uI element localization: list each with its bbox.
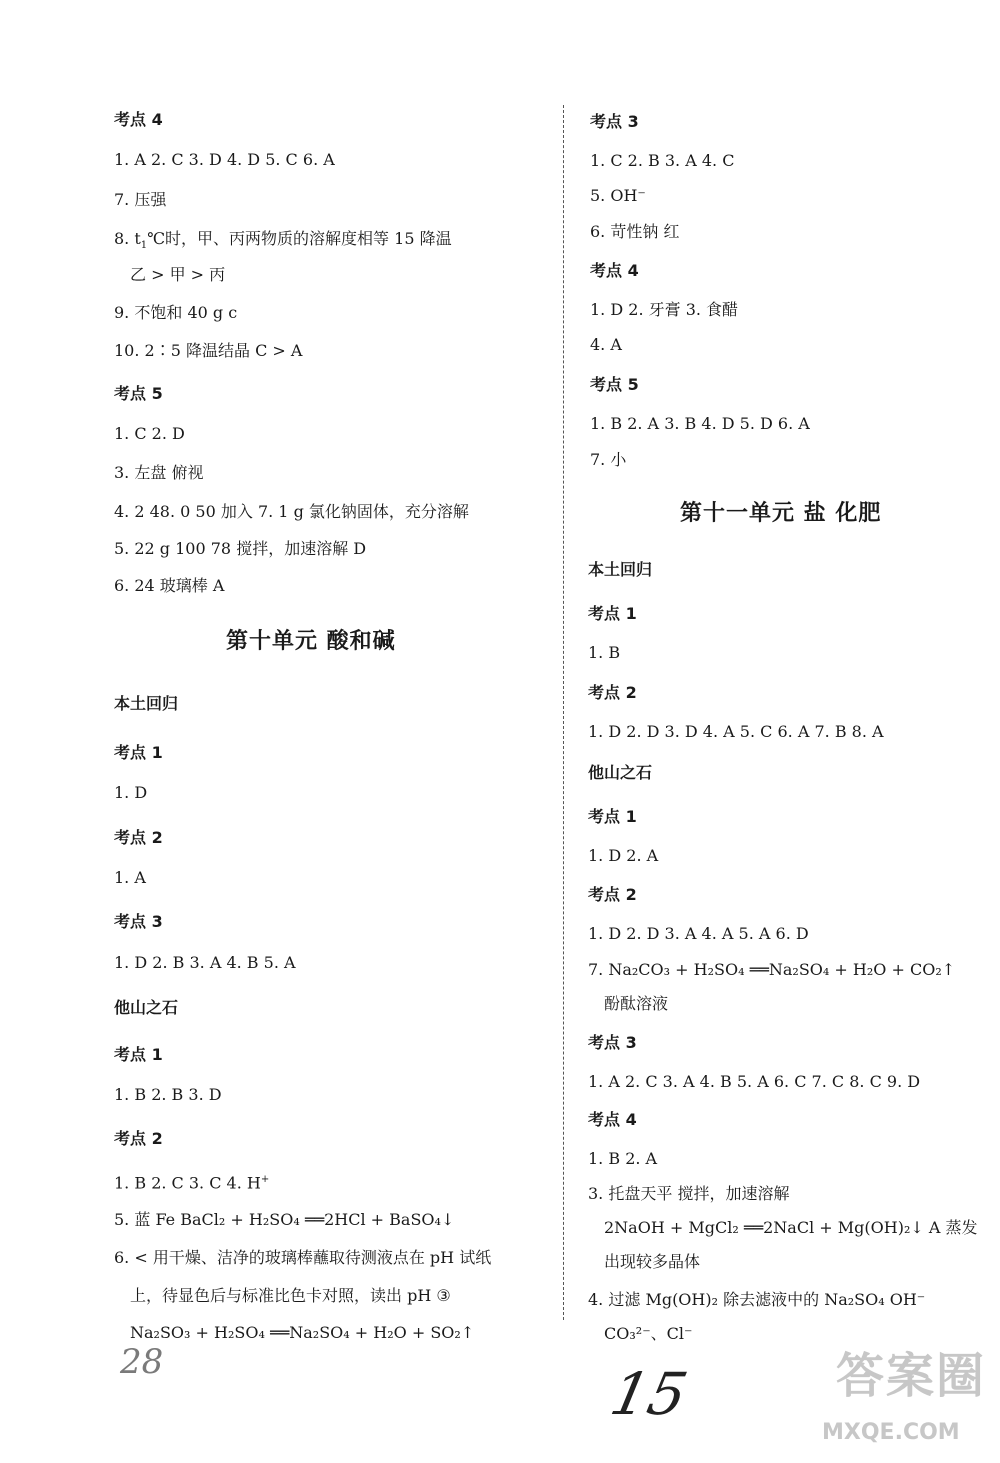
section-heading: 考点 2 (114, 828, 163, 847)
page-number: 28 (120, 1342, 164, 1382)
handwritten-note: 15 (604, 1360, 694, 1428)
section-heading: 考点 1 (588, 604, 637, 623)
answer-line: 4. 过滤 Mg(OH)₂ 除去滤液中的 Na₂SO₄ OH⁻ (588, 1290, 926, 1309)
section-heading: 考点 1 (114, 1045, 163, 1064)
answer-line: 8. $t_1℃$时，甲、丙两物质的溶解度相等 15 降温 (114, 229, 452, 252)
answer-line: 1. A 2. C 3. A 4. B 5. A 6. C 7. C 8. C 9. D (588, 1072, 921, 1091)
answer-line: 1. B (588, 643, 621, 662)
answer-line: 酚酞溶液 (604, 994, 669, 1013)
section-heading: 考点 5 (590, 375, 639, 394)
answer-line: Na₂SO₃ + H₂SO₄ ══Na₂SO₄ + H₂O + SO₂↑ (130, 1323, 475, 1342)
answer-line: 1. D (114, 783, 148, 802)
watermark-url: MXQE.COM (822, 1420, 960, 1445)
section-heading: 考点 3 (114, 912, 163, 931)
subsection-heading: 他山之石 (588, 763, 653, 782)
answer-line: 出现较多晶体 (604, 1252, 701, 1271)
section-heading: 考点 2 (588, 885, 637, 904)
section-heading: 考点 4 (590, 261, 639, 280)
answer-line: 10. 2∶5 降温结晶 C > A (114, 341, 303, 360)
answer-line: 7. 压强 (114, 190, 167, 209)
answer-line: 2NaOH + MgCl₂ ══2NaCl + Mg(OH)₂↓ A 蒸发 (604, 1218, 978, 1237)
answer-line: 5. 蓝 Fe BaCl₂ + H₂SO₄ ══2HCl + BaSO₄↓ (114, 1210, 455, 1229)
answer-line: 1. B 2. A 3. B 4. D 5. D 6. A (590, 414, 810, 433)
answer-line: 1. A 2. C 3. D 4. D 5. C 6. A (114, 150, 335, 169)
unit-title: 第十单元 酸和碱 (226, 629, 396, 654)
answer-line: 1. D 2. B 3. A 4. B 5. A (114, 953, 296, 972)
answer-line: CO₃²⁻、Cl⁻ (604, 1324, 693, 1343)
answer-line: 5. OH⁻ (590, 186, 646, 205)
subsection-heading: 本土回归 (588, 560, 653, 579)
answer-line: 3. 左盘 俯视 (114, 463, 204, 482)
column-divider (563, 105, 564, 1320)
answer-line: 5. 22 g 100 78 搅拌，加速溶解 D (114, 539, 367, 558)
subsection-heading: 他山之石 (114, 998, 179, 1017)
answer-line: 9. 不饱和 40 g c (114, 303, 238, 322)
answer-line: 6. < 用干燥、洁净的玻璃棒蘸取待测液点在 pH 试纸 (114, 1248, 492, 1267)
answer-line: 1. D 2. D 3. D 4. A 5. C 6. A 7. B 8. A (588, 722, 884, 741)
answer-line: 3. 托盘天平 搅拌，加速溶解 (588, 1184, 790, 1203)
answer-line: 7. Na₂CO₃ + H₂SO₄ ══Na₂SO₄ + H₂O + CO₂↑ (588, 960, 956, 979)
answer-line: 1. D 2. 牙膏 3. 食醋 (590, 300, 739, 319)
answer-line: 1. D 2. A (588, 846, 659, 865)
answer-line: 1. D 2. D 3. A 4. A 5. A 6. D (588, 924, 809, 943)
answer-line: 1. C 2. D (114, 424, 185, 443)
subsection-heading: 本土回归 (114, 694, 179, 713)
watermark-logo-icon: 答案圈 (836, 1348, 987, 1404)
section-heading: 考点 4 (114, 110, 163, 129)
answer-line: 1. B 2. B 3. D (114, 1085, 222, 1104)
answer-line: 1. A (114, 868, 146, 887)
answer-line: 4. A (590, 335, 622, 354)
answer-line: 6. 24 玻璃棒 A (114, 576, 225, 595)
answer-line: 4. 2 48. 0 50 加入 7. 1 g 氯化钠固体，充分溶解 (114, 502, 469, 521)
answer-line: 1. C 2. B 3. A 4. C (590, 151, 735, 170)
section-heading: 考点 2 (114, 1129, 163, 1148)
section-heading: 考点 4 (588, 1110, 637, 1129)
section-heading: 考点 3 (590, 112, 639, 131)
section-heading: 考点 1 (114, 743, 163, 762)
section-heading: 考点 1 (588, 807, 637, 826)
section-heading: 考点 2 (588, 683, 637, 702)
answer-line: 1. B 2. A (588, 1149, 658, 1168)
section-heading: 考点 5 (114, 384, 163, 403)
answer-line: 上，待显色后与标准比色卡对照，读出 pH ③ (130, 1286, 451, 1305)
unit-title: 第十一单元 盐 化肥 (680, 501, 882, 526)
answer-line: 1. B 2. C 3. C 4. H+ (114, 1173, 270, 1193)
answer-line: 7. 小 (590, 450, 627, 469)
section-heading: 考点 3 (588, 1033, 637, 1052)
answer-line: 乙 > 甲 > 丙 (130, 265, 226, 284)
watermark (822, 1338, 988, 1448)
answer-line: 6. 苛性钠 红 (590, 222, 680, 241)
